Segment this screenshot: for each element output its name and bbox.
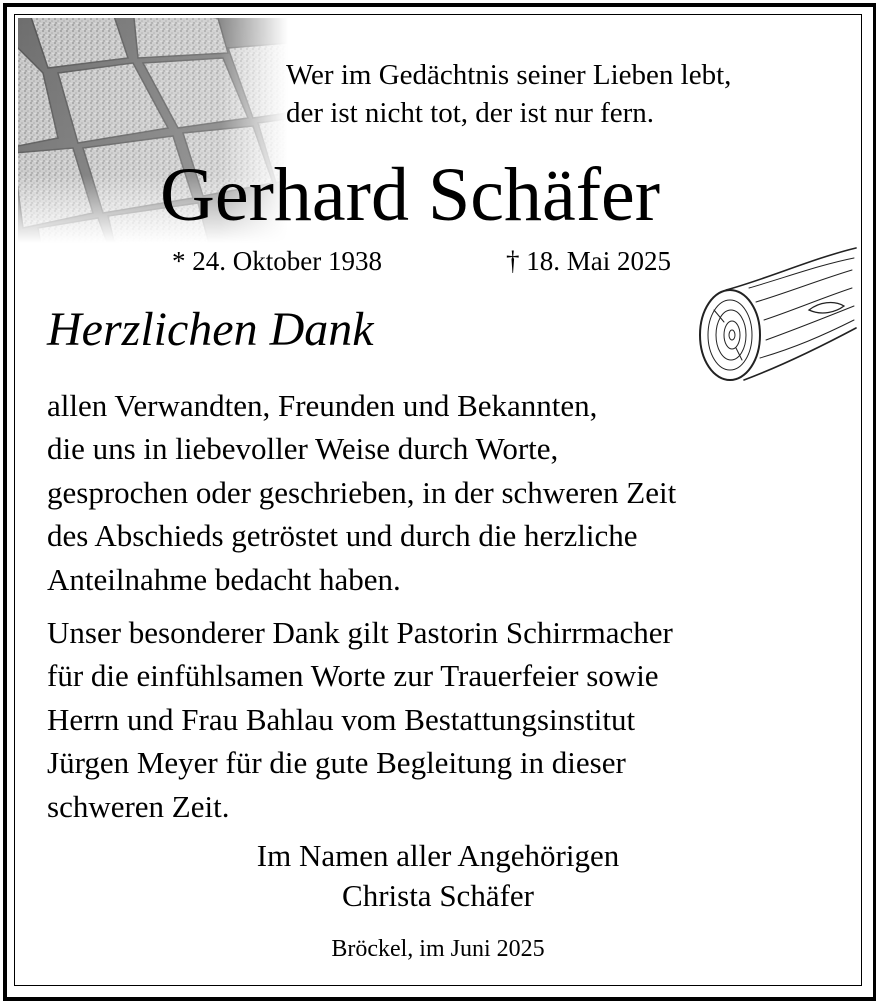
- thanks-text-line: gesprochen oder geschrieben, in der schweren Zeit: [47, 475, 677, 510]
- thanks-text-line: die uns in liebevoller Weise durch Worte,: [47, 431, 559, 466]
- deceased-name: Gerhard Schäfer: [160, 153, 661, 237]
- thanks-text-line: allen Verwandten, Freunden und Bekannten,: [47, 388, 598, 423]
- thanks-text-line: Anteilnahme bedacht haben.: [47, 562, 401, 597]
- thanks-title: Herzlichen Dank: [47, 303, 374, 356]
- wooden-log-image: [694, 240, 859, 385]
- signature-line-1: Im Namen aller Angehörigen: [256, 838, 620, 873]
- special-thanks-line: für die einfühlsamen Worte zur Trauerfeier sowie: [47, 658, 659, 693]
- motto-line-2: der ist nicht tot, der ist nur fern.: [286, 97, 655, 129]
- special-thanks-line: Herrn und Frau Bahlau vom Bestattungsinstitut: [47, 702, 636, 737]
- death-date: † 18. Mai 2025: [506, 246, 671, 276]
- birth-date: * 24. Oktober 1938: [172, 246, 382, 276]
- place-date: Bröckel, im Juni 2025: [331, 936, 545, 962]
- motto-line-1: Wer im Gedächtnis seiner Lieben lebt,: [286, 59, 732, 91]
- signature-name: Christa Schäfer: [342, 878, 534, 913]
- special-thanks-line: schweren Zeit.: [47, 789, 230, 824]
- thanks-text-line: des Abschieds getröstet und durch die herzliche: [47, 518, 638, 553]
- special-thanks-line: Unser besonderer Dank gilt Pastorin Schirrmacher: [47, 615, 673, 650]
- special-thanks-line: Jürgen Meyer für die gute Begleitung in dieser: [47, 745, 626, 780]
